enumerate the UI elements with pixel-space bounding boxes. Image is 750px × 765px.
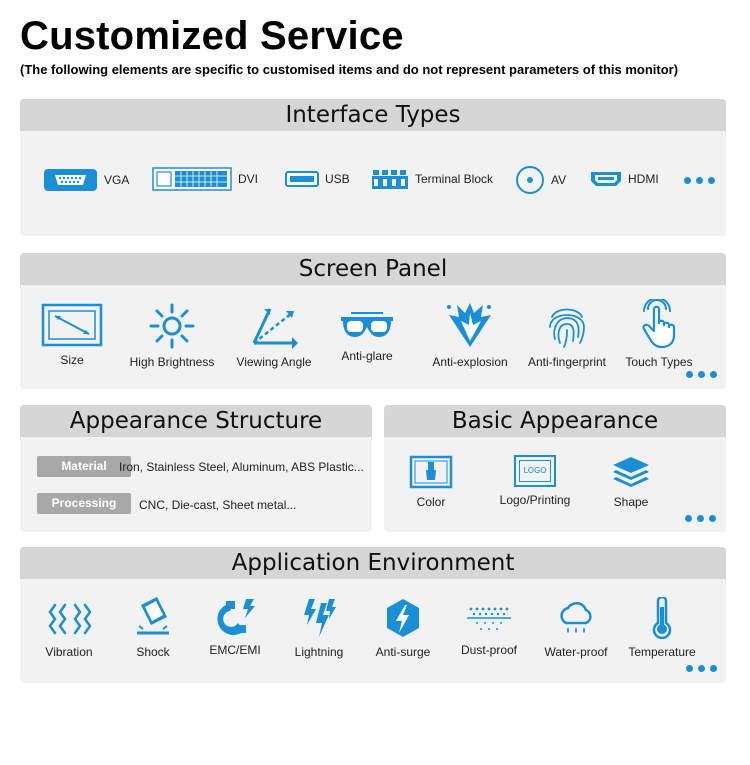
interface-item-label: Terminal Block (415, 172, 494, 186)
page-title: Customized Service (20, 14, 404, 58)
vibration-icon (47, 599, 91, 639)
env-item-water-proof (538, 599, 614, 659)
env-item-label: Lightning (294, 645, 344, 659)
basic-item-logo (492, 455, 578, 507)
basic-item-color (398, 455, 464, 509)
screen-item-touch (618, 299, 700, 369)
terminal-block-icon (371, 168, 409, 190)
color-brush-icon (409, 455, 453, 489)
screen-item-anti-glare (330, 309, 404, 363)
size-icon (41, 303, 103, 347)
interface-item-label: DVI (238, 172, 259, 186)
screen-item-viewing-angle (228, 303, 320, 369)
dvi-port-icon (152, 167, 232, 191)
appearance-structure-heading: Appearance Structure (20, 405, 372, 437)
env-item-temperature (624, 597, 700, 659)
env-item-label: Anti-surge (375, 645, 431, 659)
basic-item-label: Color (416, 495, 446, 509)
processing-value: CNC, Die-cast, Sheet metal... (139, 498, 297, 512)
anti-surge-icon (385, 597, 421, 639)
interface-item-label: AV (551, 173, 567, 187)
interface-types-panel (20, 99, 726, 236)
shock-icon (133, 595, 173, 639)
screen-item-brightness (120, 303, 224, 369)
fingerprint-icon (546, 303, 588, 349)
env-item-label: Dust-proof (460, 643, 518, 657)
vga-port-icon (43, 167, 98, 193)
screen-item-anti-explosion (425, 301, 515, 369)
env-item-label: Shock (136, 645, 170, 659)
av-port-icon (515, 165, 545, 195)
interface-item-label: VGA (104, 173, 130, 187)
hdmi-port-icon (590, 170, 622, 188)
env-item-label: Vibration (45, 645, 93, 659)
basic-item-label: Logo/Printing (499, 493, 571, 507)
lightning-icon (301, 597, 337, 639)
touch-icon (638, 299, 680, 349)
basic-item-shape (600, 455, 662, 509)
more-interfaces-icon[interactable] (684, 177, 715, 184)
screen-item-label: Anti-fingerprint (527, 355, 607, 369)
interface-types-heading: Interface Types (20, 99, 726, 131)
brightness-icon (149, 303, 195, 349)
screen-item-label: Touch Types (625, 355, 693, 369)
usb-port-icon (285, 170, 319, 188)
more-screen-options-icon[interactable] (686, 371, 717, 378)
screen-panel-panel (20, 253, 726, 389)
screen-panel-heading: Screen Panel (20, 253, 726, 285)
interface-item-hdmi (590, 170, 659, 188)
basic-appearance-heading: Basic Appearance (384, 405, 726, 437)
page-subtitle: (The following elements are specific to customised items and do not represent parameters of this monitor) (20, 62, 679, 77)
basic-item-label: Shape (613, 495, 649, 509)
env-item-lightning (288, 597, 350, 659)
anti-explosion-icon (443, 301, 497, 349)
more-environment-options-icon[interactable] (686, 665, 717, 672)
dust-icon (465, 603, 513, 637)
interface-item-usb (285, 170, 350, 188)
interface-item-terminal-block (371, 168, 493, 190)
anti-glare-icon (339, 309, 395, 343)
screen-item-anti-fingerprint (522, 303, 612, 369)
material-value: Iron, Stainless Steel, Aluminum, ABS Plastic... (119, 460, 364, 474)
application-environment-heading: Application Environment (20, 547, 726, 579)
interface-item-dvi (152, 167, 258, 191)
env-item-label: EMC/EMI (209, 643, 261, 657)
env-item-label: Temperature (628, 645, 696, 659)
layers-icon (611, 455, 651, 489)
env-item-emc (202, 597, 268, 657)
thermometer-icon (650, 597, 674, 639)
interface-item-av (515, 165, 566, 195)
basic-appearance-panel (384, 405, 726, 532)
screen-item-label: Viewing Angle (236, 355, 312, 369)
env-item-label: Water-proof (544, 645, 608, 659)
appearance-structure-panel (20, 405, 372, 532)
env-item-shock (122, 595, 184, 659)
screen-item-label: Size (60, 353, 84, 367)
application-environment-panel (20, 547, 726, 683)
screen-item-label: High Brightness (129, 355, 215, 369)
screen-item-label: Anti-glare (341, 349, 393, 363)
material-tag: Material (37, 456, 131, 477)
interface-item-vga (43, 167, 129, 193)
processing-tag: Processing (37, 493, 131, 514)
viewing-angle-icon (248, 303, 300, 349)
env-item-vibration (34, 599, 104, 659)
interface-item-label: USB (325, 172, 350, 186)
water-icon (556, 599, 596, 639)
screen-item-label: Anti-explosion (432, 355, 508, 369)
logo-icon-text: LOGO (519, 460, 551, 482)
magnet-icon (212, 597, 258, 637)
interface-item-label: HDMI (628, 172, 659, 186)
env-item-anti-surge (370, 597, 436, 659)
env-item-dust-proof (456, 603, 522, 657)
more-appearance-options-icon[interactable] (685, 515, 716, 522)
logo-icon (514, 455, 556, 487)
screen-item-size (36, 303, 108, 367)
